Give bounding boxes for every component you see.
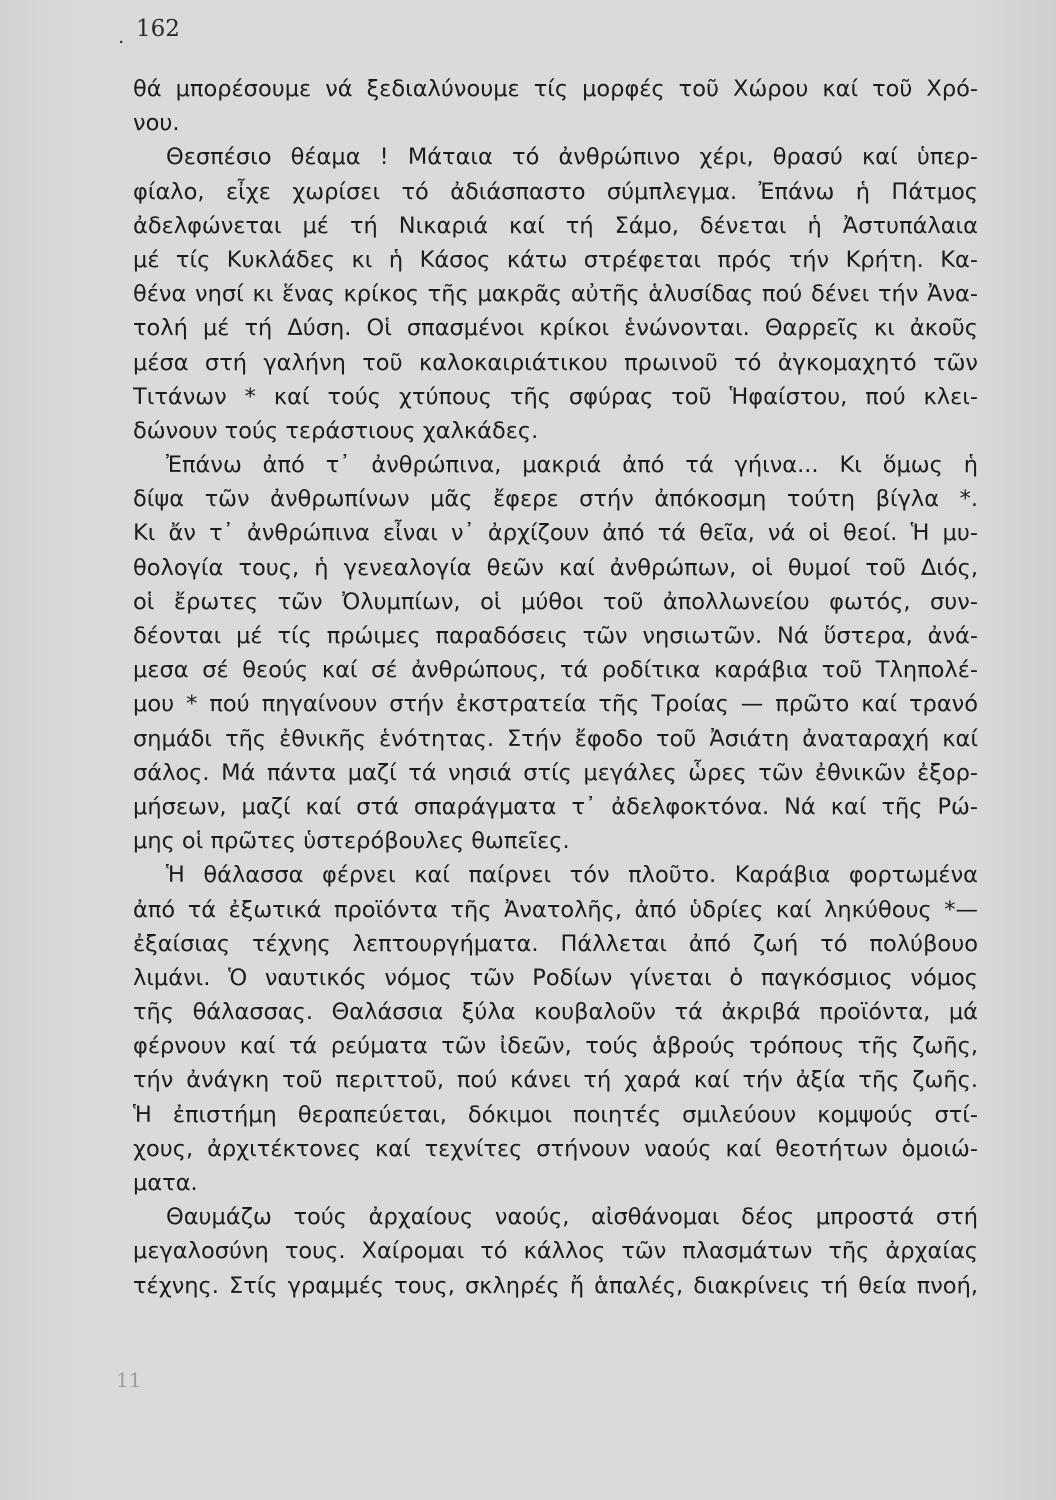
page-number: 162: [136, 16, 180, 42]
text-line: Τιτάνων * καί τούς χτύπους τῆς σφύρας τοῦ Ἡφαίστου, πού κλει-: [133, 383, 978, 410]
text-line: ἐξαίσιας τέχνης λεπτουργήματα. Πάλλεται ἀπό ζωή τό πολύβουο: [133, 930, 978, 957]
text-line: Ἐπάνω ἀπό τ᾽ ἀνθρώπινα, μακριά ἀπό τά γήινα... Κι ὅμως ἡ: [166, 452, 978, 479]
text-line: τῆς θάλασσας. Θαλάσσια ξύλα κουβαλοῦν τά ἀκριβά προϊόντα, μά: [133, 999, 978, 1026]
text-line: μέ τίς Κυκλάδες κι ἡ Κάσος κάτω στρέφεται πρός τήν Κρήτη. Κα-: [133, 246, 978, 273]
text-line: δίψα τῶν ἀνθρωπίνων μᾶς ἔφερε στήν ἀπόκοσμη τούτη βίγλα *.: [133, 486, 978, 513]
text-line: φίαλο, εἶχε χωρίσει τό ἀδιάσπαστο σύμπλεγμα. Ἐπάνω ἡ Πάτμος: [133, 178, 978, 205]
text-line: Θεσπέσιο θέαμα ! Μάταια τό ἀνθρώπινο χέρι, θρασύ καί ὑπερ-: [166, 144, 978, 171]
text-line: δέονται μέ τίς πρώιμες παραδόσεις τῶν νησιωτῶν. Νά ὕστερα, ἀνά-: [133, 623, 978, 649]
text-line: μεσα σέ θεούς καί σέ ἀνθρώπους, τά ροδίτικα καράβια τοῦ Τληπολέ-: [133, 657, 978, 684]
body-text: [133, 72, 978, 1303]
text-line: Κι ἄν τ᾽ ἀνθρώπινα εἶναι ν᾽ ἀρχίζουν ἀπό τά θεῖα, νά οἱ θεοί. Ἡ μυ-: [133, 520, 978, 547]
text-line: οἱ ἔρωτες τῶν Ὀλυμπίων, οἱ μύθοι τοῦ ἀπολλωνείου φωτός, συν-: [133, 588, 978, 615]
text-line: χους, ἀρχιτέκτονες καί τεχνίτες στήνουν ναούς καί θεοτήτων ὁμοιώ-: [133, 1135, 978, 1162]
text-line: μέσα στή γαλήνη τοῦ καλοκαιριάτικου πρωινοῦ τό ἀγκομαχητό τῶν: [133, 349, 978, 376]
text-line: τέχνης. Στίς γραμμές τους, σκληρές ἤ ἁπαλές, διακρίνεις τή θεία πνοή,: [133, 1272, 978, 1299]
text-line: σάλος. Μά πάντα μαζί τά νησιά στίς μεγάλες ὧρες τῶν ἐθνικῶν ἐξορ-: [133, 759, 978, 786]
text-line: μης οἱ πρῶτες ὑστερόβουλες θωπεῖες.: [133, 828, 570, 855]
text-line: θολογία τους, ἡ γενεαλογία θεῶν καί ἀνθρώπων, οἱ θυμοί τοῦ Διός,: [133, 554, 978, 581]
text-line: Ἡ θάλασσα φέρνει καί παίρνει τόν πλοῦτο. Καράβια φορτωμένα: [166, 862, 978, 889]
text-line: φέρνουν καί τά ρεύματα τῶν ἰδεῶν, τούς ἁβρούς τρόπους τῆς ζωῆς,: [133, 1033, 978, 1060]
text-line: ἀδελφώνεται μέ τή Νικαριά καί τή Σάμο, δένεται ἡ Ἀστυπάλαια: [133, 212, 978, 239]
text-line: λιμάνι. Ὁ ναυτικός νόμος τῶν Ροδίων γίνεται ὁ παγκόσμιος νόμος: [133, 964, 978, 991]
text-line: ἀπό τά ἐξωτικά προϊόντα τῆς Ἀνατολῆς, ἀπό ὑδρίες καί ληκύθους *—: [133, 896, 978, 923]
text-line: μήσεων, μαζί καί στά σπαράγματα τ᾽ ἀδελφοκτόνα. Νά καί τῆς Ρώ-: [133, 793, 978, 820]
text-line: μεγαλοσύνη τους. Χαίρομαι τό κάλλος τῶν πλασμάτων τῆς ἀρχαίας: [133, 1238, 978, 1265]
text-line: δώνουν τούς τεράστιους χαλκάδες.: [133, 417, 539, 444]
text-line: Θαυμάζω τούς ἀρχαίους ναούς, αἰσθάνομαι δέος μπροστά στή: [166, 1204, 978, 1231]
text-line: τήν ἀνάγκη τοῦ περιττοῦ, πού κάνει τή χαρά καί τήν ἀξία τῆς ζωῆς.: [133, 1067, 978, 1094]
page-dot: .: [118, 24, 125, 48]
text-line: Ἡ ἐπιστήμη θεραπεύεται, δόκιμοι ποιητές σμιλεύουν κομψούς στί-: [133, 1101, 978, 1128]
text-line: τολή μέ τή Δύση. Οἱ σπασμένοι κρίκοι ἑνώνονται. Θαρρεῖς κι ἀκοῦς: [133, 315, 978, 342]
text-line: νου.: [133, 110, 180, 137]
text-line: σημάδι τῆς ἐθνικῆς ἑνότητας. Στήν ἔφοδο τοῦ Ἀσιάτη ἀναταραχή καί: [133, 725, 978, 752]
text-line: ματα.: [133, 1170, 198, 1196]
text-line: μου * πού πηγαίνουν στήν ἐκστρατεία τῆς Τροίας — πρῶτο καί τρανό: [133, 691, 978, 718]
footer-signature-mark: 11: [116, 1368, 142, 1392]
text-line: θένα νησί κι ἕνας κρίκος τῆς μακρᾶς αὐτῆς ἁλυσίδας πού δένει τήν Ἀνα-: [133, 281, 978, 308]
text-line: θά μπορέσουμε νά ξεδιαλύνουμε τίς μορφές τοῦ Χώρου καί τοῦ Χρό-: [133, 76, 978, 102]
